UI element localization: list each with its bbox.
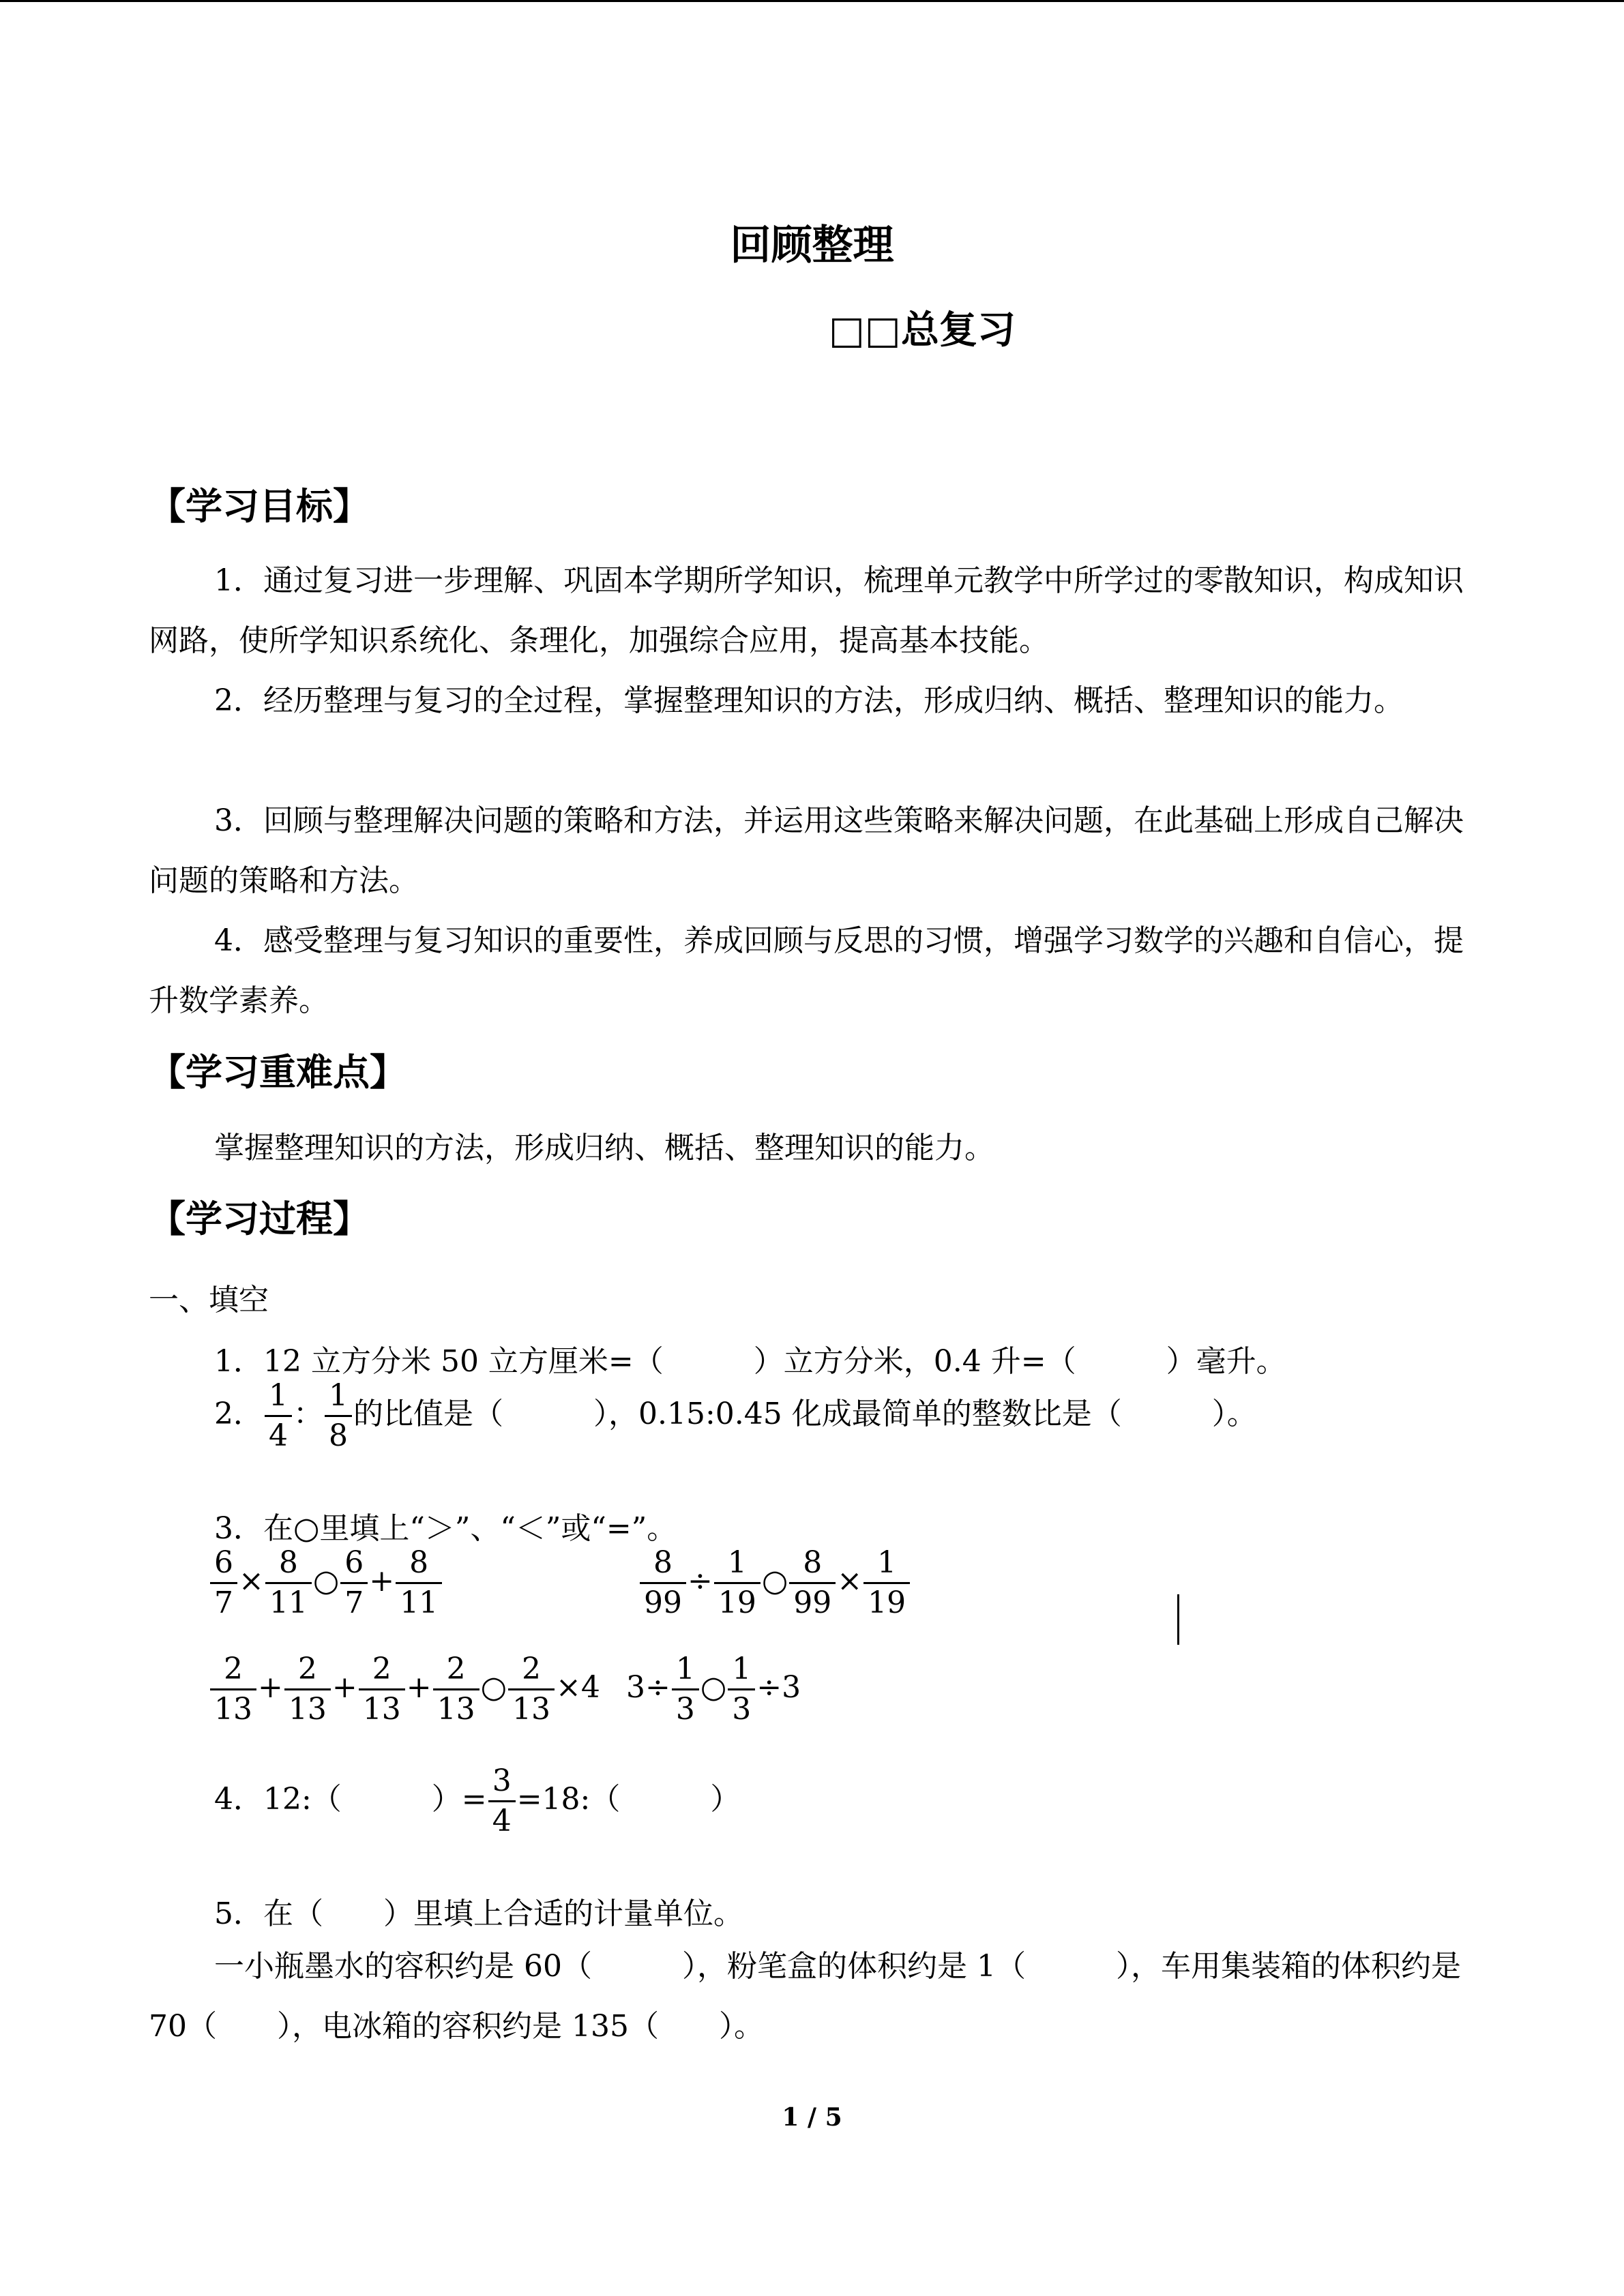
- compare-circle: ○: [761, 1564, 788, 1598]
- question-1: 1．12 立方分米 50 立方厘米=（ ）立方分米，0.4 升=（ ）毫升。: [214, 1344, 1286, 1379]
- page-subtitle: □□总复习: [829, 308, 1016, 353]
- q3-expression-c: $\frac{2}{13}$ + $\frac{2}{13}$ + $\frac{2}{13}$ + $\frac{2}{13}$ ○ $\frac{2}{13}$ ×4: [209, 1654, 600, 1725]
- page-number: 1 / 5: [782, 2103, 842, 2132]
- goal-item-1: 1．通过复习进一步理解、巩固本学期所学知识，梳理单元教学中所学过的零散知识，构成知识网路，使所学知识系统化、条理化，加强综合应用，提高基本技能。: [149, 563, 1464, 658]
- key-points-heading: 【学习重难点】: [149, 1051, 407, 1094]
- goals-heading: 【学习目标】: [149, 485, 370, 528]
- page-title: 回顾整理: [730, 222, 894, 269]
- question-3-label: 3．在○里填上“＞”、“＜”或“=”。: [214, 1511, 677, 1546]
- q2-prefix: 2．: [214, 1397, 263, 1431]
- question-5-text: 一小瓶墨水的容积约是 60（ ），粉笔盒的体积约是 1（ ），车用集装箱的体积约是 70（ ），电冰箱的容积约是 135（ ）。: [149, 1949, 1461, 2044]
- q3-expression-d: 3÷ $\frac{1}{3}$ ○ $\frac{1}{3}$ ÷3: [626, 1652, 801, 1727]
- fraction: $\frac{1}{4}$: [265, 1381, 292, 1451]
- fraction: $\frac{1}{8}$: [325, 1381, 352, 1451]
- compare-circle: ○: [700, 1670, 727, 1705]
- question-2: [214, 1378, 1257, 1453]
- text-cursor: [1177, 1594, 1179, 1645]
- colon: ：: [293, 1397, 323, 1431]
- question-5-label: 5．在（ ）里填上合适的计量单位。: [214, 1896, 743, 1931]
- key-points-text: 掌握整理知识的方法，形成归纳、概括、整理知识的能力。: [214, 1131, 994, 1165]
- question-4: 4．12:（ ）= $\frac{3}{4}$ =18:（ ）: [214, 1763, 741, 1838]
- compare-circle: ○: [312, 1564, 340, 1598]
- q3-expression-b: $\frac{8}{99}$ ÷ $\frac{1}{19}$ ○ $\frac{8}{99}$ × $\frac{1}{19}$: [638, 1548, 911, 1618]
- process-heading: 【学习过程】: [149, 1197, 370, 1240]
- q3-expression-a: $\frac{6}{7}$ × $\frac{8}{11}$ ○ $\frac{6}{7}$ + $\frac{8}{11}$: [209, 1548, 443, 1618]
- goal-item-2: 2．经历整理与复习的全过程，掌握整理知识的方法，形成归纳、概括、整理知识的能力。: [214, 683, 1404, 718]
- compare-circle: ○: [480, 1670, 507, 1705]
- part1-label: 一、填空: [149, 1283, 269, 1317]
- goal-item-4: 4．感受整理与复习知识的重要性，养成回顾与反思的习惯，增强学习数学的兴趣和自信心，提升数学素养。: [149, 923, 1464, 1018]
- q2-text: 的比值是（ ），0.15:0.45 化成最简单的整数比是（ ）。: [353, 1397, 1257, 1431]
- goal-item-3: 3．回顾与整理解决问题的策略和方法，并运用这些策略来解决问题，在此基础上形成自己解决问题的策略和方法。: [149, 803, 1464, 898]
